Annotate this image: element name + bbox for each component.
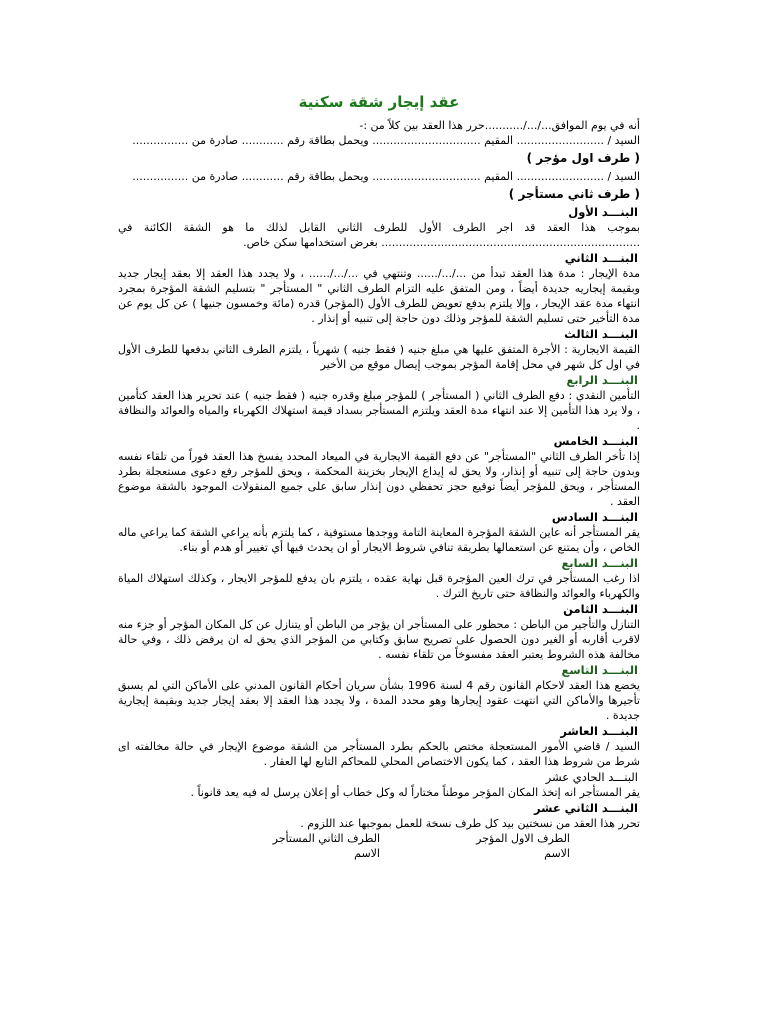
signature-titles-row <box>118 831 640 846</box>
clause-9 <box>118 663 640 723</box>
clause-heading: البنـــد الحادي عشر <box>545 770 638 784</box>
clause-6 <box>118 510 640 555</box>
clause-text: القيمة الايجارية : الأجرة المتفق عليها هي مبلغ جنيه ( فقط جنيه ) شهرياً ، يلتزم الطرف الثاني بدفعها للطرف الأول في اول كل شهر في محل إقامة المؤجر بموجب إيصال موقع من الأخير <box>118 343 640 371</box>
clause-heading: البنـــد الثاني <box>564 251 638 265</box>
clause-text: السيد / قاضي الأمور المستعجلة مختص بالحكم بطرد المستأجر من الشقة موضوع الإيجار في حالة مخالفته اى شرط من شروط هذا العقد ، كما يكون الاختصاص المحلي للمحاكم التابع لها العقار . <box>118 740 640 768</box>
clause-11 <box>118 770 640 800</box>
clause-12 <box>118 801 640 831</box>
second-party-signature-label: الطرف الثاني المستأجر <box>272 832 380 845</box>
first-party-name-label: الاسم <box>544 847 570 860</box>
party1-label: ( طرف اول مؤجر ) <box>526 151 640 165</box>
party2-line: السيد / ......................... المقيم ............................... ويحمل بطاقة رقم ............ صادرة من ................ <box>132 170 640 183</box>
first-party-signature-label: الطرف الاول المؤجر <box>476 832 570 845</box>
clause-text: يخضع هذا العقد لاحكام القانون رقم 4 لسنة 1996 بشأن سريان أحكام القانون المدني على الأماكن التي لم يسبق تأجيرها والأماكن التي انتهت عقود إيجارها وهو محدد المدة ، ولا يجدد هذا العقد إلا بعقد إيجار جديد وبقيمة إيجارية جديدة . <box>118 679 640 722</box>
contract-title: عقد إيجار شقة سكنية <box>298 93 460 111</box>
clause-4 <box>118 373 640 433</box>
party1-line: السيد / ......................... المقيم ............................... ويحمل بطاقة رقم ............ صادرة من ................ <box>132 134 640 147</box>
intro-line: أنه في يوم الموافق.../.../...........حرر هذا العقد بين كلاً من :- <box>359 119 640 132</box>
clause-heading: البنـــد السادس <box>551 510 638 524</box>
clause-text: التنازل والتأجير من الباطن : محظور على المستأجر ان يؤجر من الباطن أو يتنازل عن كل المكان المؤجر أو جزء منه لاقرب أقاربه أو الغير دون الحصول على تصريح سابق وكتابي من المؤجر الذي يحق له ان يرفض ذلك ، وفي حالة مخالفة هذه الشروط يعتبر العقد مفسوخاً من تلقاء نفسه . <box>118 618 640 661</box>
clause-text: التأمين النقدي : دفع الطرف الثاني ( المستأجر ) للمؤجر مبلغ وقدره جنيه ( فقط جنيه ) عند تحرير هذا العقد كتأمين ، ولا يرد هذا التأمين إلا عند انتهاء مدة العقد ويلتزم المستأجر بسداد قيمة استهلاك الكهرباء والمياه والعوائد والنظافة . <box>118 389 640 432</box>
clause-heading: البنـــد التاسع <box>561 663 638 677</box>
clause-3 <box>118 327 640 372</box>
clause-1 <box>118 205 640 250</box>
clause-heading: البنـــد الثالث <box>564 327 638 341</box>
clause-10 <box>118 724 640 769</box>
clause-text: بموجب هذا العقد قد اجر الطرف الأول للطرف الثاني القابل لذلك ما هو الشقة الكائنة في .......................................................................... بغرض استخدامها سكن خاص. <box>118 221 640 249</box>
clause-heading: البنـــد السابع <box>561 556 638 570</box>
clause-heading: البنـــد الرابع <box>566 373 638 387</box>
second-party-name-label: الاسم <box>354 847 380 860</box>
clause-text: يقر المستأجر انه إتخذ المكان المؤجر موطناً مختاراً له وكل خطاب أو إعلان يرسل له فيه يعد قانوناً . <box>190 786 640 799</box>
clause-text: مدة الإيجار : مدة هذا العقد تبدأ من .../.../...... وتنتهي في .../.../...... ، ولا يجدد هذا العقد إلا بعقد إيجار جديد وبقيمة إيجاريه جديدة أيضاً ، ومن المتفق عليه التزام الطرف الثاني " المستأجر " بتسليم الشقة المؤجرة بمجرد انتهاء مدة عقد الإيجار ، وإلا يلتزم بدفع تعويض للطرف الأول (المؤجر) قدره (مائة وخمسون جنيها ) عن كل يوم عن مدة التأخير حتى تسليم الشقة للمؤجر وذلك دون حاجة إلى تنبيه أو إنذار . <box>118 267 640 325</box>
clause-8 <box>118 602 640 662</box>
clause-2 <box>118 251 640 326</box>
clause-7 <box>118 556 640 601</box>
signature-names-row <box>118 846 640 861</box>
clause-heading: البنـــد الخامس <box>553 434 638 448</box>
party2-label: ( طرف ثاني مستأجر ) <box>508 187 640 201</box>
clause-text: يقر المستأجر أنه عاين الشقة المؤجرة المعاينة التامة ووجدها مستوفية ، كما يلتزم بأنه يراعي الشقة كما يراعي ماله الخاص ، وأن يمتنع عن استعمالها بطريقة تنافي شروط الايجار أو ان يحدث فيها أي تغيير أو هدم أو بناء. <box>118 526 640 554</box>
clause-5 <box>118 434 640 509</box>
clause-text: اذا رغب المستأجر في ترك العين المؤجرة قبل نهاية عقده ، يلتزم بان يدفع للمؤجر الايجار ، وكذلك استهلاك المياة والكهرباء والعوائد والنظافة حتى تاريخ الترك . <box>118 572 640 600</box>
clause-text: إذا تأخر الطرف الثاني "المستأجر" عن دفع القيمة الايجارية في الميعاد المحدد يفسخ هذا العقد فوراً من تلقاء نفسه وبدون حاجة إلى تنبيه أو إنذار، ولا يحق له إيداع الإيجار بخزينة المحكمة ، ويحق للمؤجر رفع دعوى مستعجلة بطرد المستأجر ، ويحق للمؤجر أيضاً توقيع حجز تحفظي دون إنذار سابق على جميع المنقولات الموجود بالشقة موضوع العقد . <box>118 450 640 508</box>
clause-heading: البنـــد الأول <box>568 205 638 219</box>
clause-text: تحرر هذا العقد من نسختين بيد كل طرف نسخة للعمل بموجبها عند اللزوم . <box>300 817 640 830</box>
clause-heading: البنـــد الثاني عشر <box>533 801 638 815</box>
clause-heading: البنـــد الثامن <box>563 602 638 616</box>
clause-heading: البنـــد العاشر <box>560 724 638 738</box>
